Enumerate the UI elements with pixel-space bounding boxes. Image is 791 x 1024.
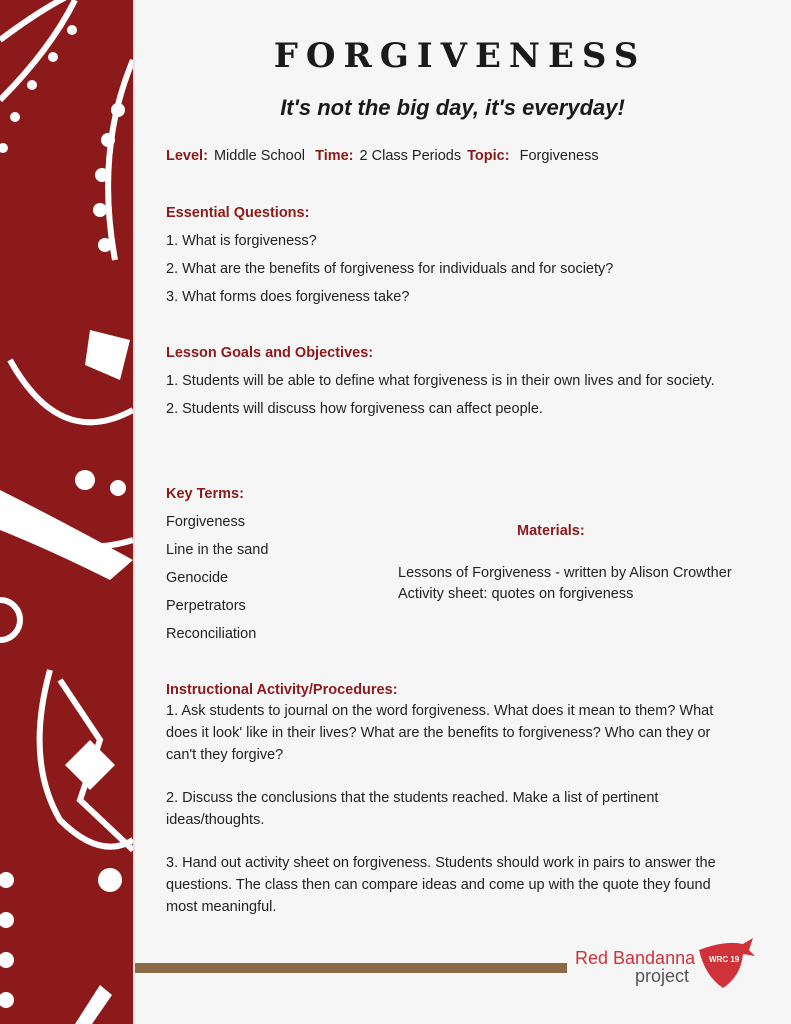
material-item: Lessons of Forgiveness - written by Alison Crowther <box>398 565 732 581</box>
time-label: Time: <box>315 148 354 164</box>
level-label: Level: <box>166 148 208 164</box>
bandanna-icon <box>695 936 755 991</box>
goals-heading: Lesson Goals and Objectives: <box>166 345 374 361</box>
time-value: 2 Class Periods <box>359 148 462 164</box>
level-value: Middle School <box>213 148 306 164</box>
procedure-step: 2. Discuss the conclusions that the students reached. Make a list of pertinent ideas/thoughts. <box>166 790 659 828</box>
key-term: Genocide <box>166 570 229 586</box>
materials-heading: Materials: <box>517 523 585 539</box>
red-bandanna-logo <box>575 948 740 986</box>
logo-line2: project <box>635 966 690 986</box>
materials-list <box>398 563 738 605</box>
procedures-heading: Instructional Activity/Procedures: <box>166 682 398 698</box>
footer-rule <box>135 963 567 973</box>
question-item: 3. What forms does forgiveness take? <box>166 289 410 305</box>
sidebar-divider <box>133 0 135 1024</box>
goal-item: 2. Students will discuss how forgiveness can affect people. <box>166 401 543 417</box>
key-term: Reconciliation <box>166 626 257 642</box>
key-terms-section <box>166 486 268 648</box>
procedure-step: 3. Hand out activity sheet on forgiveness. Students should work in pairs to answer the questions. The class then can compare ideas and come up with the quote they found most meaningful. <box>166 855 716 915</box>
key-term: Forgiveness <box>166 514 245 530</box>
key-term: Line in the sand <box>166 542 269 558</box>
question-item: 1. What is forgiveness? <box>166 233 317 249</box>
key-term: Perpetrators <box>166 598 246 614</box>
key-terms-heading: Key Terms: <box>166 486 244 502</box>
lesson-meta <box>166 148 601 164</box>
topic-label: Topic: <box>467 148 510 164</box>
page-subtitle: It's not the big day, it's everyday! <box>280 95 625 120</box>
bandanna-sidebar <box>0 0 133 1024</box>
goal-item: 1. Students will be able to define what forgiveness is in their own lives and for society. <box>166 373 715 389</box>
badge-text: WRC 19 <box>709 955 740 964</box>
essential-questions-heading: Essential Questions: <box>166 205 310 221</box>
goals-section <box>166 345 726 423</box>
paisley-pattern <box>0 0 133 1024</box>
page-title: FORGIVENESS <box>273 36 647 76</box>
material-item: Activity sheet: quotes on forgiveness <box>398 586 634 602</box>
logo-line1: Red Bandanna <box>575 948 696 968</box>
question-item: 2. What are the benefits of forgiveness for individuals and for society? <box>166 261 614 277</box>
procedures-section <box>166 680 736 939</box>
procedure-step: 1. Ask students to journal on the word forgiveness. What does it mean to them? What does it look' like in their lives? What are the benefits to forgiveness? Who can they or can't they forgive? <box>166 703 714 763</box>
topic-value: Forgiveness <box>519 148 599 164</box>
essential-questions-section <box>166 205 613 311</box>
